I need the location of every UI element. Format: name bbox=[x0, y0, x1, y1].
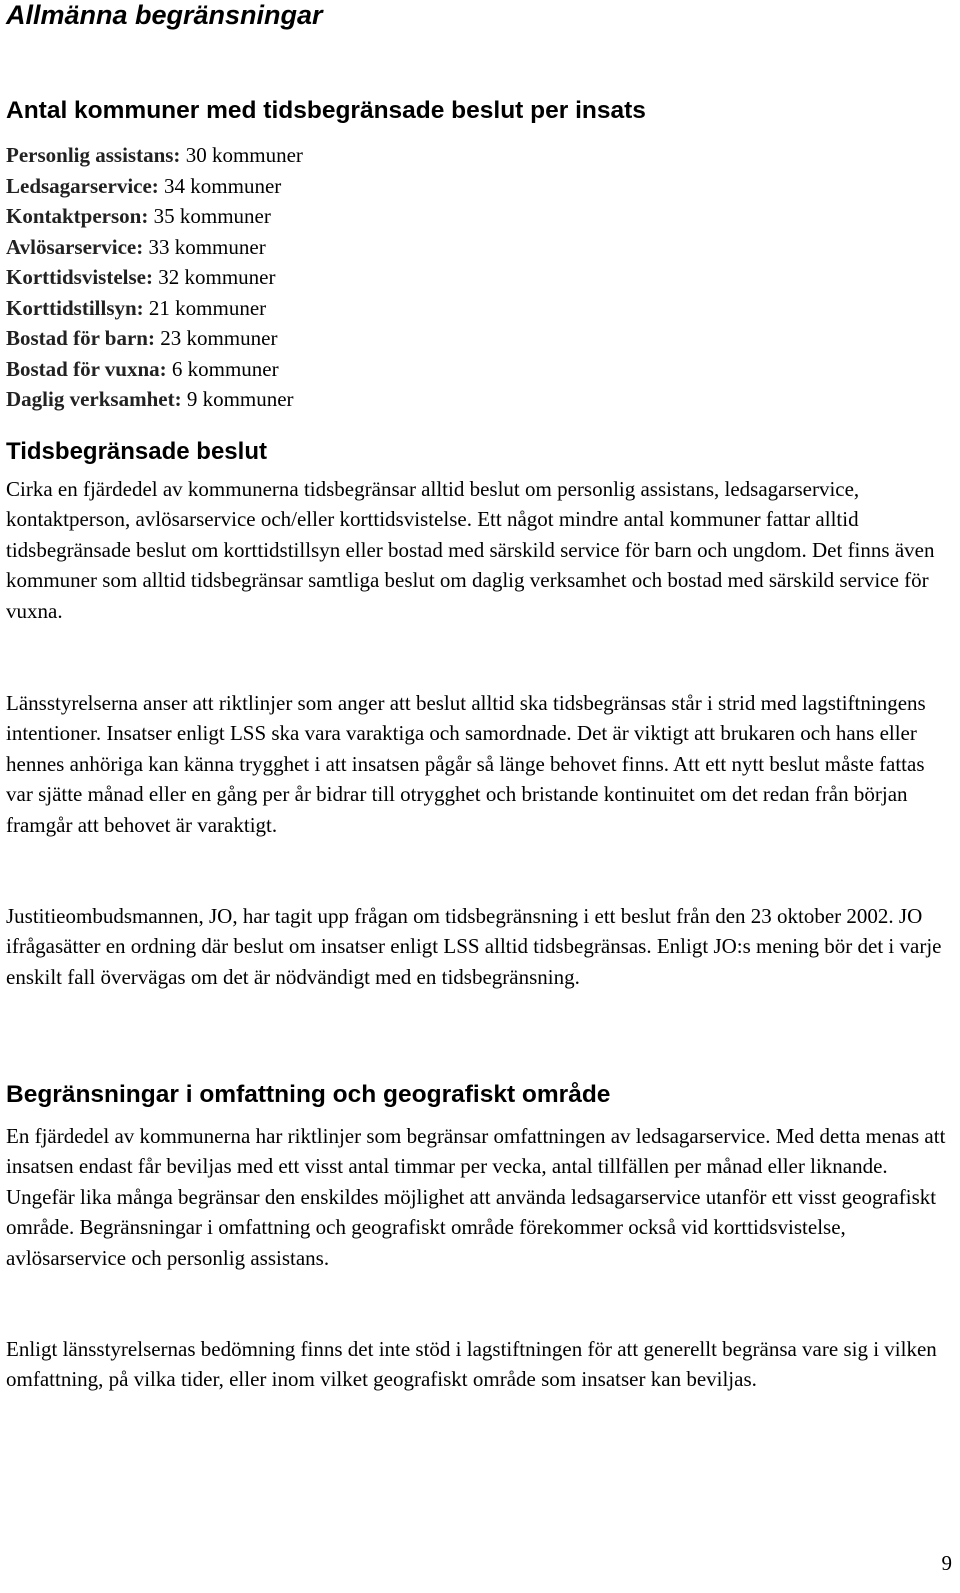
page-number: 9 bbox=[941, 1551, 952, 1575]
paragraph: Justitieombudsmannen, JO, har tagit upp frågan om tidsbegränsning i ett beslut från den 23 oktober 2002. JO ifrågasätter en ordning där beslut om insatser enligt LSS alltid tidsbegränsas. Enligt JO:s mening bör det i varje enskilt fall övervägas om det är nödvändigt med en tidsbegränsning. bbox=[6, 904, 942, 989]
section-heading-begransningar: Begränsningar i omfattning och geografiskt område bbox=[6, 1081, 611, 1108]
paragraph: Länsstyrelserna anser att riktlinjer som anger att beslut alltid ska tidsbegränsas står i strid med lagstiftningens intentioner. Insatser enligt LSS ska vara varaktiga och samordnade. Det är viktigt att brukaren och hans eller hennes anhöriga kan känna trygghet i att insatsen pågår så länge behovet finns. Att ett nytt beslut måste fattas var sjätte månad eller en gång per år bidrar till otrygghet och bristande kontinuitet om det redan från början framgår att behovet är varaktigt. bbox=[6, 691, 926, 837]
list-item: Korttidstillsyn: 21 kommuner bbox=[6, 295, 267, 320]
list-item: Avlösarservice: 33 kommuner bbox=[6, 234, 266, 259]
list-item: Korttidsvistelse: 32 kommuner bbox=[6, 265, 276, 289]
list-item: Kontaktperson: 35 kommuner bbox=[6, 204, 271, 228]
list-item: Ledsagarservice: 34 kommuner bbox=[6, 173, 282, 198]
paragraph: En fjärdedel av kommunerna har riktlinjer som begränsar omfattningen av ledsagarservice. Med detta menas att insatsen endast får beviljas med ett visst antal timmar per vecka, antal tillfällen per månad eller liknande. Ungefär lika många begränsar den enskildes möjlighet att använda ledsagarservice utanför ett visst geografiskt område. Begränsningar i omfattning och geografiskt område förekommer också vid korttidsvistelse, avlösarservice och personlig assistans. bbox=[6, 1124, 946, 1270]
list-item: Bostad för vuxna: 6 kommuner bbox=[6, 356, 279, 381]
paragraph: Enligt länsstyrelsernas bedömning finns det inte stöd i lagstiftningen för att generellt begränsa vare sig i vilken omfattning, på vilka tider, eller inom vilket geografiskt område som insatser kan beviljas. bbox=[6, 1337, 937, 1392]
list-item: Bostad för barn: 23 kommuner bbox=[6, 326, 278, 350]
section-heading-antal-kommuner: Antal kommuner med tidsbegränsade beslut per insats bbox=[6, 97, 646, 124]
list-item: Daglig verksamhet: 9 kommuner bbox=[6, 387, 294, 411]
insats-list bbox=[6, 140, 303, 415]
main-heading: Allmänna begränsningar bbox=[6, 0, 323, 30]
list-item: Personlig assistans: 30 kommuner bbox=[6, 143, 303, 167]
section-heading-tidsbegransade-beslut: Tidsbegränsade beslut bbox=[6, 438, 267, 465]
paragraph: Cirka en fjärdedel av kommunerna tidsbegränsar alltid beslut om personlig assistans, ledsagarservice, kontaktperson, avlösarservice och/eller korttidsvistelse. Ett något mindre antal kommuner fattar alltid tidsbegränsade beslut om korttidstillsyn eller bostad med särskild service för barn och ungdom. Det finns även kommuner som alltid tidsbegränsar samtliga beslut om daglig verksamhet och bostad med särskild service för vuxna. bbox=[6, 477, 935, 623]
